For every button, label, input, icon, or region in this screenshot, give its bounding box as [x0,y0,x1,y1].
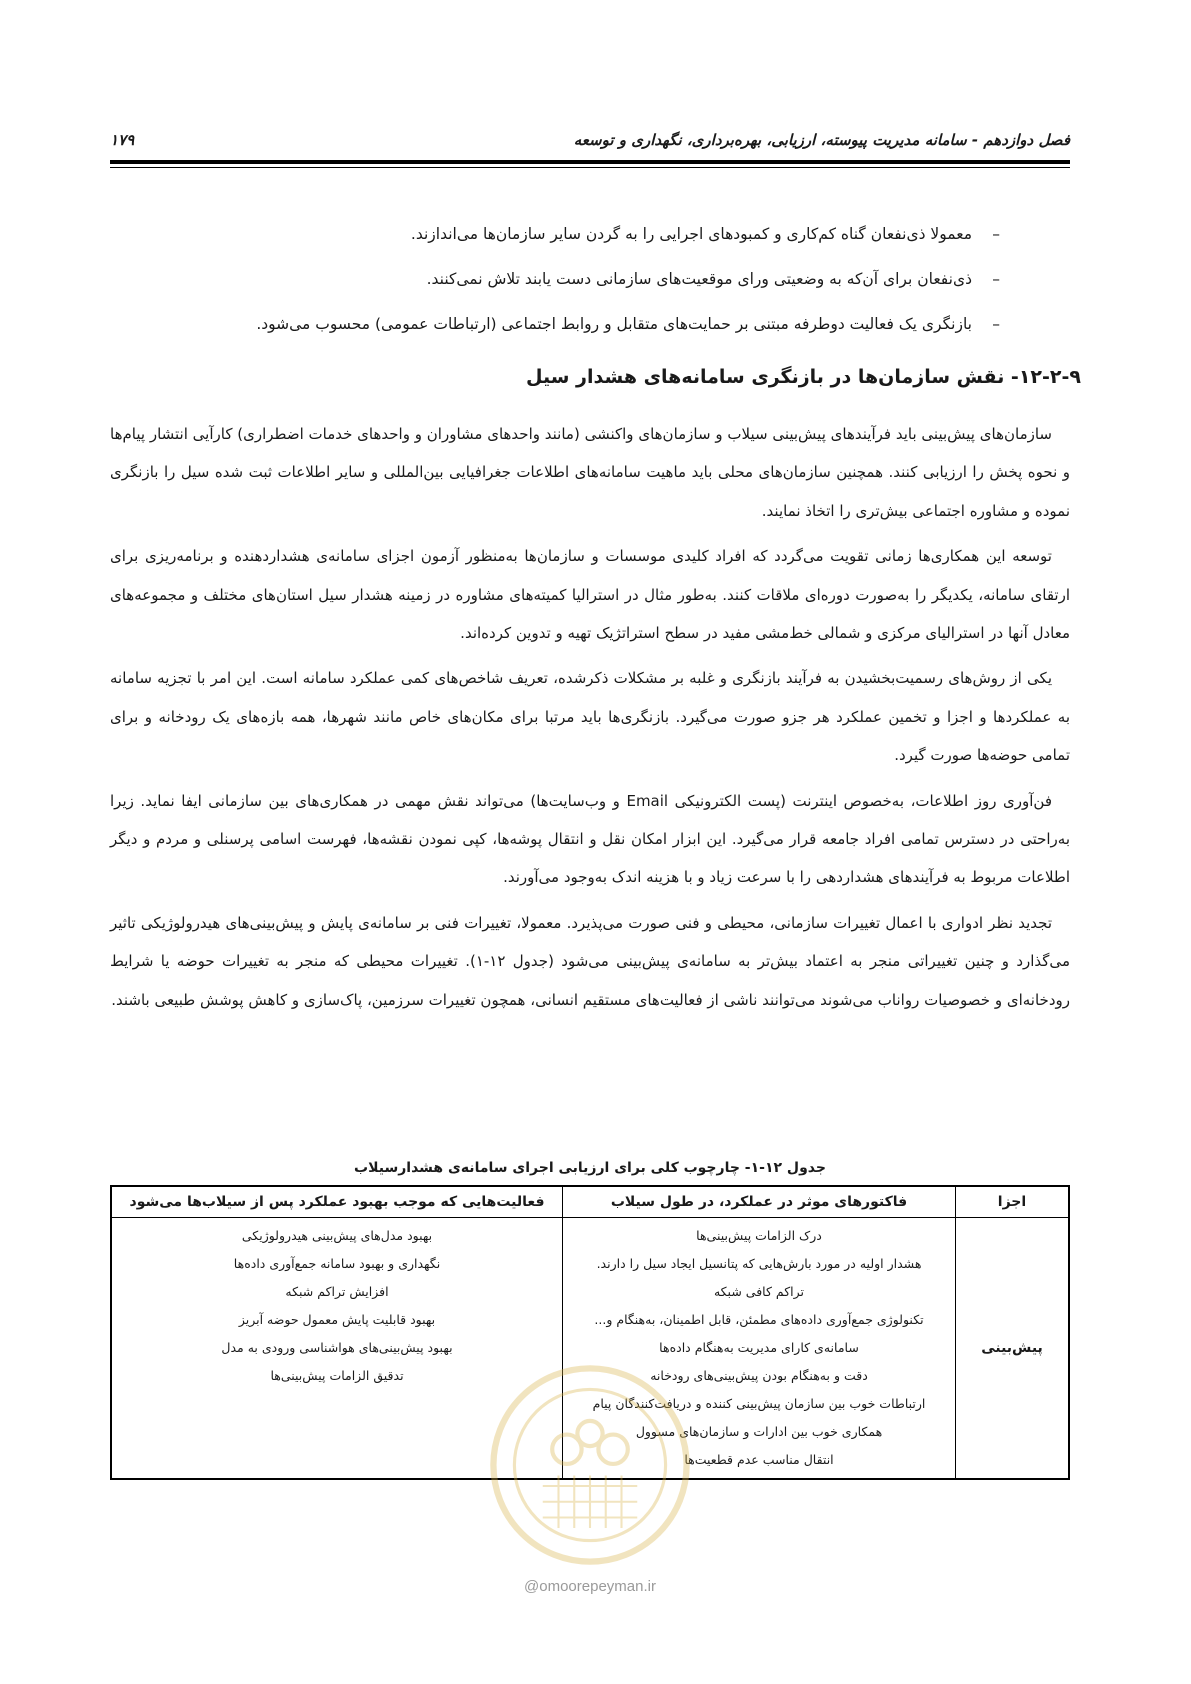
table-caption: جدول ۱۲-۱- چارچوب کلی برای ارزیابی اجرای سامانه‌ی هشدارسیلاب [354,1160,826,1176]
factor-line: تکنولوژی جمع‌آوری داده‌های مطمئن، قابل اطمینان، به‌هنگام و... [594,1312,924,1327]
evaluation-table [110,1185,1070,1480]
bullet-text: ذی‌نفعان برای آن‌که به وضعیتی ورای موقعیت‌های سازمانی دست یابند تلاش نمی‌کنند. [426,270,972,288]
bullet-dash: – [992,225,1000,243]
bullet-text: معمولا ذی‌نفعان گناه کم‌کاری و کمبودهای اجرایی را به گردن سایر سازمان‌ها می‌اندازند. [410,225,972,243]
paragraph: توسعه این همکاری‌ها زمانی تقویت می‌گردد که افراد کلیدی موسسات و سازمان‌ها به‌منظور آزمون اجزای سامانه‌ی هشداردهنده و برنامه‌ریزی برای ارتقای سامانه، یکدیگر را به‌صورت دوره‌ای ملاقات کنند. به‌طور مثال در استرالیا کمیته‌های مشاوره در زمینه هشدار سیل استان‌های مختلف و مجموعه‌های معادل آنها در استرالیای مرکزی و شمالی خط‌مشی مفید در سطح استراتژیک تهیه و تدوین کرده‌اند. [110,547,1070,643]
header-component: اجزا [956,1186,1070,1218]
chapter-title: فصل دوازدهم - سامانه مدیریت پیوسته، ارزیابی، بهره‌برداری، نگهداری و توسعه [573,131,1070,149]
factor-line: دقت و به‌هنگام بودن پیش‌بینی‌های رودخانه [650,1368,868,1383]
factor-line: تراکم کافی شبکه [713,1284,805,1299]
section-title: ۱۲-۲-۹- نقش سازمان‌ها در بازنگری سامانه‌های هشدار سیل [526,366,1081,388]
activity-line: افزایش تراکم شبکه [285,1284,389,1299]
activity-line: بهبود مدل‌های پیش‌بینی هیدرولوژیکی [241,1228,433,1243]
activity-line: تدقیق الزامات پیش‌بینی‌ها [270,1368,404,1383]
paragraph: فن‌آوری روز اطلاعات، به‌خصوص اینترنت (پست الکترونیکی Email و وب‌سایت‌ها) می‌تواند نقش مهمی در همکاری‌های بین سازمانی ایفا نماید. زیرا به‌راحتی در دسترس تمامی افراد جامعه قرار می‌گیرد. این ابزار امکان نقل و انتقال پوشه‌ها، کپی نمودن نقشه‌ها، فهرست اسامی پرسنلی و مردم و دیگر اطلاعات مربوط به فرآیندهای هشداردهی را با سرعت زیاد و با هزینه اندک به‌وجود می‌آورند. [110,791,1070,887]
watermark-text: @omoorepeyman.ir [524,1578,656,1595]
activity-line: نگهداری و بهبود سامانه جمع‌آوری داده‌ها [233,1256,441,1271]
factor-line: ارتباطات خوب بین سازمان پیش‌بینی کننده و دریافت‌کنندگان پیام [592,1396,926,1411]
factor-line: انتقال مناسب عدم قطعیت‌ها [684,1452,834,1467]
header-factors: فاکتورهای موثر در عملکرد، در طول سیلاب [563,1186,956,1218]
bullet-dash: – [992,315,1000,333]
bullet-item [150,302,1000,347]
factor-line: درک الزامات پیش‌بینی‌ها [696,1228,822,1243]
paragraph: تجدید نظر ادواری با اعمال تغییرات سازمانی، محیطی و فنی صورت می‌پذیرد. معمولا، تغییرات فنی بر سامانه‌ی پایش و پیش‌بینی‌های هیدرولوژیکی تاثیر می‌گذارد و چنین تغییراتی منجر به اعتماد بیش‌تر به سامانه‌ی پیش‌بینی می‌شود (جدول ۱۲-۱). تغییرات محیطی که منجر به تغییرات حوضه یا شرایط رودخانه‌ای و خصوصیات رواناب می‌شوند می‌توانند ناشی از فعالیت‌های مستقیم انسانی، همچون تغییرات سرزمین، پاک‌سازی و کاهش پوشش طبیعی باشند. [110,913,1070,1009]
bullet-item [150,257,1000,302]
paragraph: سازمان‌های پیش‌بینی باید فرآیندهای پیش‌بینی سیلاب و سازمان‌های واکنشی (مانند واحدهای مشاوران و واحدهای خدمات اضطراری) کارآیی انتشار پیام‌ها و نحوه پخش را ارزیابی کنند. همچنین سازمان‌های محلی باید ماهیت سامانه‌های اطلاعات جغرافیایی بین‌المللی و سایر اطلاعات ثبت شده سیل را بازنگری نموده و مشاوره اجتماعی بیش‌تری را اتخاذ نمایند. [110,425,1070,520]
activity-line: بهبود پیش‌بینی‌های هواشناسی ورودی به مدل [221,1340,453,1355]
page-number: ۱۷۹ [110,131,135,149]
page-header [110,126,1070,154]
cell-factors [563,1218,956,1480]
cell-activities [111,1218,563,1480]
table-row [111,1218,1069,1480]
body-text [110,415,1070,1026]
bullet-text: بازنگری یک فعالیت دوطرفه مبتنی بر حمایت‌های متقابل و روابط اجتماعی (ارتباطات عمومی) محسوب می‌شود. [256,315,972,333]
header-rule [110,160,1070,164]
header-rule-thin [110,167,1070,168]
factor-line: همکاری خوب بین ادارات و سازمان‌های مسوول [635,1424,883,1439]
paragraph: یکی از روش‌های رسمیت‌بخشیدن به فرآیند بازنگری و غلبه بر مشکلات ذکرشده، تعریف شاخص‌های کمی عملکرد سامانه است. این امر با تجزیه سامانه به عملکردها و اجزا و تخمین عملکرد هر جزو صورت می‌گیرد. بازنگری‌ها باید مرتبا برای مکان‌های خاص مانند شهرها، همه بازه‌های یک رودخانه و برای تمامی حوضه‌ها صورت گیرد. [110,669,1070,765]
bullet-list [150,212,1000,347]
header-activities: فعالیت‌هایی که موجب بهبود عملکرد پس از سیلاب‌ها می‌شود [111,1186,563,1218]
activity-line: بهبود قابلیت پایش معمول حوضه آبریز [238,1312,436,1327]
table-header-row [111,1186,1069,1218]
cell-component: پیش‌بینی [956,1218,1070,1480]
bullet-dash: – [992,270,1000,288]
factor-line: هشدار اولیه در مورد بارش‌هایی که پتانسیل ایجاد سیل را دارند. [596,1256,922,1271]
factor-line: سامانه‌ی کارای مدیریت به‌هنگام داده‌ها [659,1340,859,1355]
bullet-item [150,212,1000,257]
